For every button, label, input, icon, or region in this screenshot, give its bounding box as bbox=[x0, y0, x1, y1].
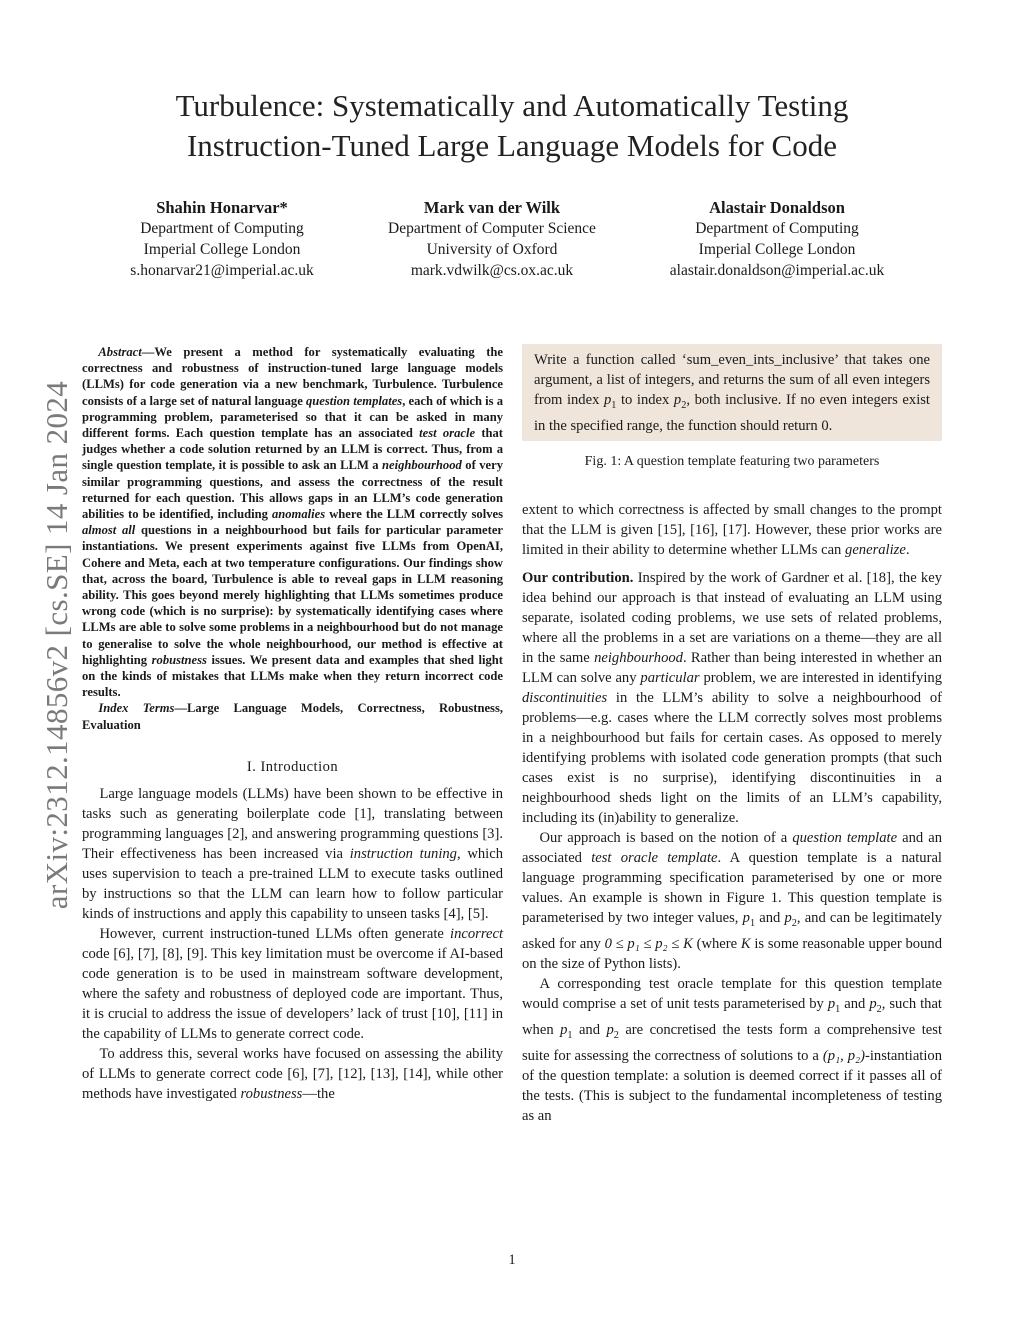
contribution-label: Our contribution. bbox=[522, 569, 634, 586]
author-email: alastair.donaldson@imperial.ac.uk bbox=[669, 262, 885, 279]
right-paragraph-3: Our approach is based on the notion of a question template and an associated test oracle template. A question template is a natural language programming specification parameterised by one or more values. An example is shown in Figure 1. This question template is parameterised by two integer values, $p_1$ and $p_2$, and can be legitimately asked for any 0 ≤ p₁ ≤ p₂ ≤ K (where K is some reasonable upper bound on the size of Python lists). bbox=[522, 829, 943, 972]
author-block-3 bbox=[627, 197, 927, 281]
right-column bbox=[522, 344, 942, 1126]
index-terms: Index Terms—Large Language Models, Correctness, Robustness, Evaluation bbox=[82, 701, 503, 732]
right-paragraph-4: A corresponding test oracle template for this question template would comprise a set of unit tests parameterised by $p_1$ and $p_2$, such that when $p_1$ and $p_2$ are concretised the tests form a comprehensive test suite for assessing the correctness of solutions to a (p₁, p₂)-instantiation of the question template: a solution is deemed correct if it passes all of the tests. (This is subject to the fundamental incompleteness of testing as an bbox=[522, 975, 942, 1124]
author-name: Alastair Donaldson bbox=[709, 198, 845, 217]
section-heading: I. Introduction bbox=[246, 758, 339, 775]
figure-caption: Fig. 1: A question template featuring two parameters bbox=[584, 453, 880, 469]
intro-paragraph-1: Large language models (LLMs) have been shown to be effective in tasks such as generating boilerplate code [1], translating between programming languages [2], and answering programming questions [3]. Their effectiveness has been increased via instruction tuning, which uses supervision to teach a pre-trained LLM to execute tasks outlined by instructions so that the LLM can learn how to follow particular kinds of instructions and apply this capability to unseen tasks [4], [5]. bbox=[82, 785, 504, 922]
arxiv-stamp: arXiv:2312.14856v2 [cs.SE] 14 Jan 2024 bbox=[39, 380, 74, 910]
right-paragraph-1: extent to which correctness is affected by small changes to the prompt that the LLM is given [15], [16], [17]. However, these prior works are limited in their ability to determine whether LLMs can generalize. bbox=[522, 501, 942, 558]
author-department: Department of Computer Science bbox=[388, 220, 596, 237]
author-department: Department of Computing bbox=[695, 220, 859, 237]
title-line-2: Instruction-Tuned Large Language Models for Code bbox=[186, 128, 837, 163]
contribution-paragraph: Our contribution. Inspired by the work of Gardner et al. [18], the key idea behind our approach is that instead of evaluating an LLM using separate, isolated coding problems, we use sets of related problems, where all the problems in a set are variations on a theme—they are all in the same neighbourhood. Rather than being interested in whether an LLM can solve any particular problem, we are interested in identifying discontinuities in the LLM’s ability to solve a neighbourhood of problems—e.g. cases where the LLM correctly solves most problems in a neighbourhood but fails for certain cases. As opposed to merely identifying problems with isolated code generation prompts (that such cases exist is no surprise), identifying discontinuities in a neighbourhood sheds light on the limits of an LLM’s capability, including its (in)ability to generalize. bbox=[522, 569, 942, 826]
author-department: Department of Computing bbox=[140, 220, 304, 237]
author-email: mark.vdwilk@cs.ox.ac.uk bbox=[410, 262, 574, 279]
author-institution: University of Oxford bbox=[426, 241, 558, 258]
abstract: Abstract—We present a method for systematically evaluating the correctness and robustness of instruction-tuned large language models (LLMs) for code generation via a new benchmark, Turbulence. Turbulence consists of a large set of natural language question templates, each of which is a programming problem, parameterised so that it can be asked in many different forms. Each question template has an associated test oracle that judges whether a code solution returned by an LLM is correct. Thus, from a single question template, it is possible to ask an LLM a neighbourhood of very similar programming questions, and assess the correctness of the result returned for each question. This allows gaps in an LLM’s code generation abilities to be identified, including anomalies where the LLM correctly solves almost all questions in a neighbourhood but fails for particular parameter instantiations. We present experiments against five LLMs from OpenAI, Cohere and Meta, each at two temperature configurations. Our findings show that, across the board, Turbulence is able to reveal gaps in LLM reasoning ability. This goes beyond merely highlighting that LLMs sometimes produce wrong code (which is no surprise): by systematically identifying cases where LLMs are able to solve some problems in a neighbourhood but do not manage to generalise to solve the whole neighbourhood, our method is effective at highlighting robustness issues. We present data and examples that shed light on the kinds of mistakes that LLMs make when they return incorrect code results. bbox=[82, 345, 504, 700]
intro-paragraph-2: However, current instruction-tuned LLMs often generate incorrect code [6], [7], [8], [9]. This key limitation must be overcome if AI-based code generation is to be used in mainstream software development, where the safety and robustness of deployed code are important. Thus, it is crucial to address the issue of developers’ lack of trust [10], [11] in the capability of LLMs to generate correct code. bbox=[82, 925, 503, 1042]
author-email: s.honarvar21@imperial.ac.uk bbox=[130, 262, 314, 279]
author-name: Mark van der Wilk bbox=[423, 198, 561, 217]
author-institution: Imperial College London bbox=[143, 241, 301, 258]
author-institution: Imperial College London bbox=[698, 241, 856, 258]
page-number: 1 bbox=[508, 1252, 516, 1268]
abstract-label: Abstract bbox=[98, 345, 142, 359]
author-block-2 bbox=[342, 197, 642, 281]
figure-question-template: Write a function called ‘sum_even_ints_inclusive’ that takes one argument, a list of integers, and returns the sum of all even integers from index $p_1$ to index $p_2$, both inclusive. If no even integers exist in the specified range, the function should return 0. bbox=[522, 344, 942, 441]
author-name: Shahin Honarvar* bbox=[156, 198, 288, 217]
title-line-1: Turbulence: Systematically and Automatically Testing bbox=[175, 88, 849, 123]
left-column bbox=[82, 344, 503, 1104]
index-terms-label: Index Terms bbox=[98, 701, 175, 716]
author-block-1 bbox=[72, 197, 372, 281]
intro-paragraph-3: To address this, several works have focused on assessing the ability of LLMs to generate correct code [6], [7], [12], [13], [14], while other methods have investigated robustness—the bbox=[82, 1045, 503, 1102]
paper-title bbox=[0, 86, 1024, 166]
